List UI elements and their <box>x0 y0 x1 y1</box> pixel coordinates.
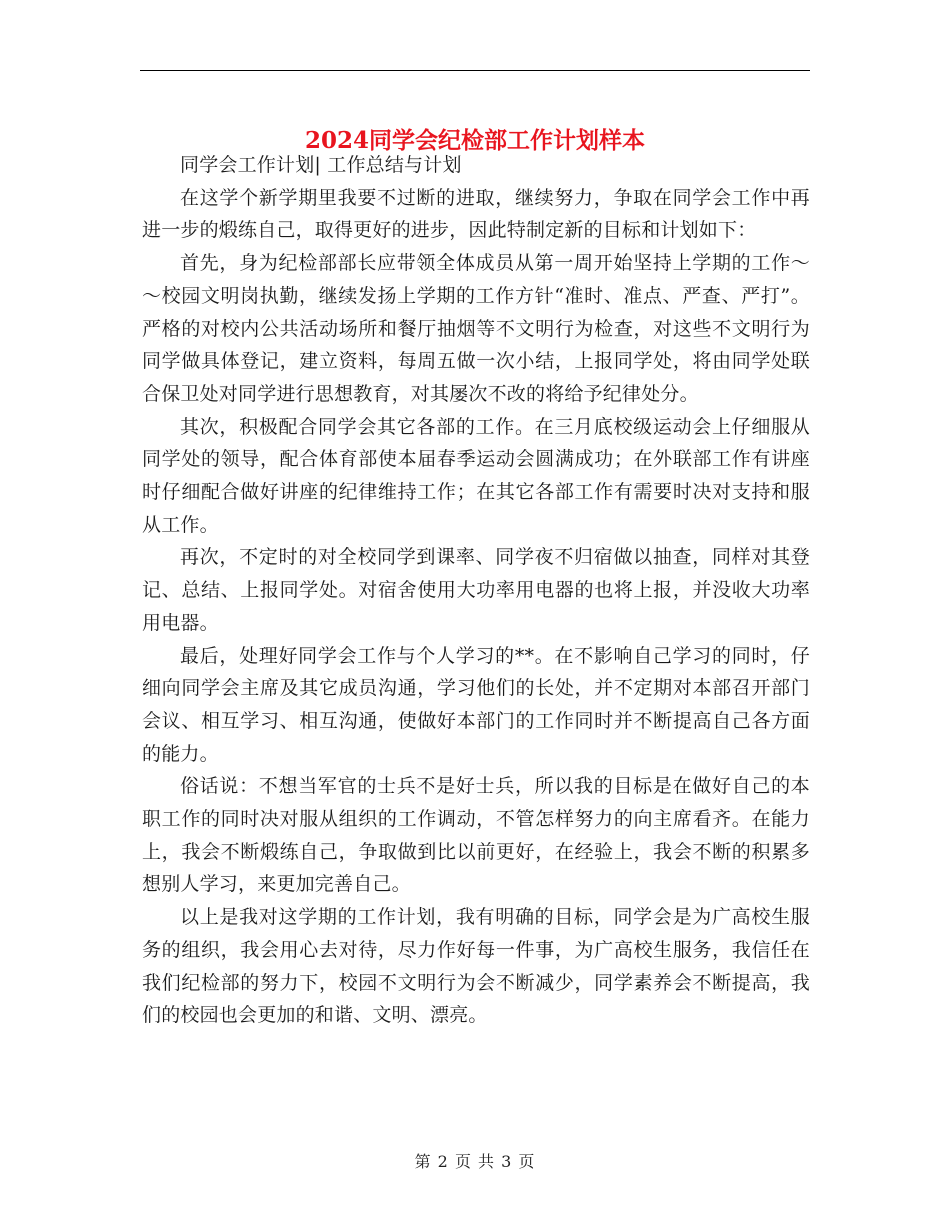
paragraph-second: 其次，积极配合同学会其它各部的工作。在三月底校级运动会上仔细服从同学处的领导，配合体育部使本届春季运动会圆满成功；在外联部工作有讲座时仔细配合做好讲座的纪律维持工作；在其它各部工作有需要时决对支持和服从工作。 <box>142 415 810 536</box>
paragraph-first: 首先，身为纪检部部长应带领全体成员从第一周开始坚持上学期的工作～～校园文明岗执勤，继续发扬上学期的工作方针“准时、准点、严查、严打”。严格的对校内公共活动场所和餐厅抽烟等不文明行为检查，对这些不文明行为同学做具体登记，建立资料，每周五做一次小结，上报同学处，将由同学处联合保卫处对同学进行思想教育，对其屡次不改的将给予纪律处分。 <box>142 252 810 405</box>
document-body <box>142 149 810 1032</box>
paragraph-intro: 在这学个新学期里我要不过断的进取，继续努力，争取在同学会工作中再进一步的煅练自己，取得更好的进步，因此特制定新的目标和计划如下： <box>142 186 810 242</box>
page-number: 第 2 页 共 3 页 <box>414 1152 536 1171</box>
paragraph-conclusion: 以上是我对这学期的工作计划，我有明确的目标，同学会是为广高校生服务的组织，我会用心去对待，尽力作好每一件事，为广高校生服务，我信任在我们纪检部的努力下，校园不文明行为会不断减少，同学素养会不断提高，我们的校园也会更加的和谐、文明、漂亮。 <box>142 906 810 1027</box>
paragraph-third: 再次，不定时的对全校同学到课率、同学夜不归宿做以抽查，同样对其登记、总结、上报同学处。对宿舍使用大功率用电器的也将上报，并没收大功率用电器。 <box>142 546 810 634</box>
paragraph-last: 最后，处理好同学会工作与个人学习的**。在不影响自己学习的同时，仔细向同学会主席及其它成员沟通，学习他们的长处，并不定期对本部召开部门会议、相互学习、相互沟通，使做好本部门的工作同时并不断提高自己各方面的能力。 <box>142 644 810 765</box>
header-rule <box>140 70 810 71</box>
document-title: 2024同学会纪检部工作计划样本 <box>304 127 645 155</box>
document-subheading: 同学会工作计划| 工作总结与计划 <box>180 154 462 176</box>
paragraph-saying: 俗话说：不想当军官的士兵不是好士兵，所以我的目标是在做好自己的本职工作的同时决对服从组织的工作调动，不管怎样努力的向主席看齐。在能力上，我会不断煅练自己，争取做到比以前更好，在经验上，我会不断的积累多想别人学习，来更加完善自己。 <box>142 775 810 896</box>
